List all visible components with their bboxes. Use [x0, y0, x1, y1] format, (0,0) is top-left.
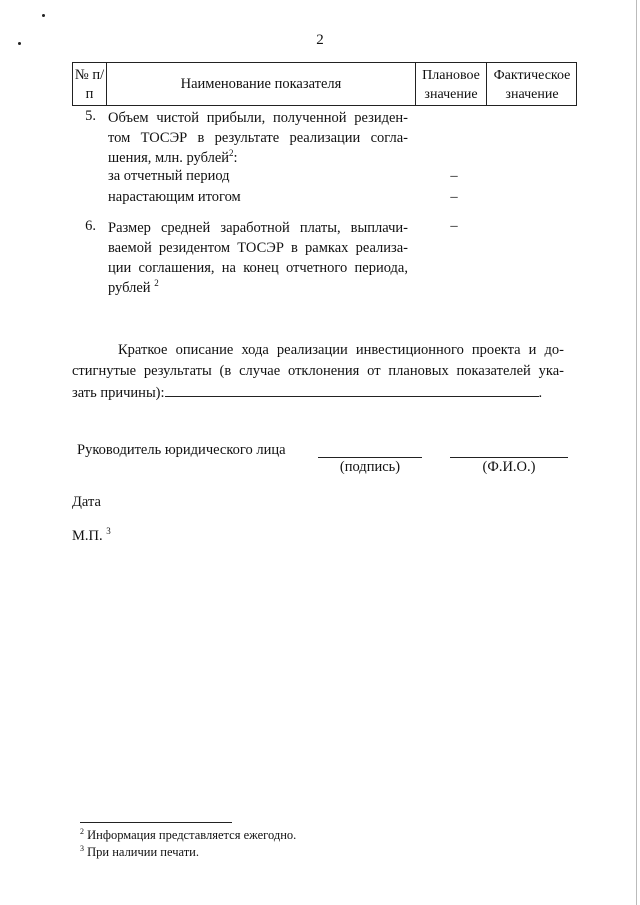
stamp-text: М.П.: [72, 528, 103, 544]
footnote: [80, 828, 296, 843]
row-text-line: ваемой резидентом ТОСЭР в рамках реализа-: [108, 240, 408, 256]
footnote-ref: 3: [106, 526, 111, 537]
header-num: № п/п: [73, 63, 107, 105]
header-actual: Фактическое значение: [493, 68, 571, 102]
stamp-label: [72, 528, 111, 545]
row-number: 5.: [85, 108, 96, 124]
planned-value: –: [450, 168, 458, 184]
signature-line: [318, 457, 422, 458]
signature-label: Руководитель юридического лица: [77, 442, 286, 458]
page-number: 2: [316, 32, 324, 48]
footnote-separator: [80, 822, 232, 823]
subrow-label: за отчетный период: [108, 168, 230, 184]
row-text-line: [108, 278, 408, 298]
row-indicator-name: [108, 108, 408, 168]
footnote-ref: 2: [154, 278, 159, 289]
row-text-line-content: рублей: [108, 280, 151, 296]
footnote-text: Информация представляется ежегодно.: [87, 828, 297, 842]
signature-caption: (подпись): [339, 459, 401, 475]
scan-speck: [42, 14, 45, 17]
description-line: [72, 382, 564, 404]
planned-value: –: [450, 189, 458, 205]
name-caption: (Ф.И.О.): [482, 459, 536, 475]
row-number: 6.: [85, 218, 96, 234]
row-text-line: Размер средней заработной платы, выплачи-: [108, 220, 408, 236]
row-text-line: Объем чистой прибыли, полученной резиден-: [108, 110, 408, 126]
answer-blank-line: [165, 382, 539, 397]
description-line-content: зать причины):: [72, 385, 165, 401]
description-line: стигнутые результаты (в случае отклонения от плановых показателей ука-: [72, 363, 564, 379]
row-text-line: шения, млн. рублей$^2$:: [108, 148, 238, 166]
footnote: [80, 845, 199, 860]
row-text-line-content: шения, млн. рублей: [108, 150, 230, 166]
subrow-label: нарастающим итогом: [108, 189, 241, 205]
footnote-text: При наличии печати.: [87, 845, 199, 859]
footnote-number: 2: [80, 826, 84, 836]
header-planned: Плановое значение: [416, 63, 487, 105]
row-text-line: том ТОСЭР в результате реализации согла-: [108, 130, 408, 146]
table-header: [72, 62, 577, 106]
name-line: [450, 457, 568, 458]
planned-value: –: [450, 218, 458, 234]
date-label: Дата: [72, 494, 101, 510]
page-edge: [636, 0, 637, 905]
description-paragraph: [72, 340, 564, 404]
row-text-line: ции соглашения, на конец отчетного периода,: [108, 260, 408, 276]
footnote-ref: 2: [229, 148, 234, 159]
description-line: Краткое описание хода реализации инвестиционного проекта и до-: [118, 342, 564, 358]
description-end: .: [538, 385, 543, 401]
header-name: Наименование показателя: [107, 63, 416, 105]
row-indicator-name: [108, 218, 408, 298]
footnote-number: 3: [80, 843, 84, 853]
